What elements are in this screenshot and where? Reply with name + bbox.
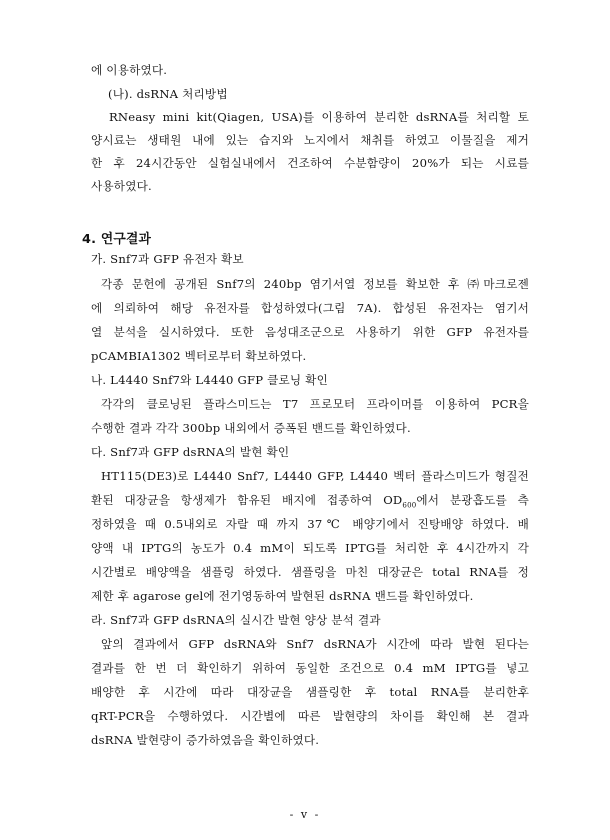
section-heading: 4. 연구결과 (82, 232, 152, 247)
text-line (91, 492, 529, 509)
text-line: 에 이용하였다. (91, 63, 168, 77)
text-line: 양액 내 IPTG의 농도가 0.4 mM이 되도록 IPTG를 처리한 후 4시간까지 각 (91, 541, 529, 555)
subsection-heading: 나. L4440 Snf7와 L4440 GFP 클로닝 확인 (91, 373, 328, 387)
subscript: 600 (402, 501, 417, 510)
subsection-heading: 다. Snf7과 GFP dsRNA의 발현 확인 (91, 445, 290, 459)
subsection-heading: 라. Snf7과 GFP dsRNA의 실시간 발현 양상 분석 결과 (91, 613, 381, 627)
text-line: pCAMBIA1302 벡터로부터 확보하였다. (91, 349, 307, 363)
text-line: 각각의 클로닝된 플라스미드는 T7 프로모터 프라이머를 이용하여 PCR을 (101, 397, 529, 411)
text-line: 열 분석을 실시하였다. 또한 음성대조군으로 사용하기 위한 GFP 유전자를 (91, 325, 529, 339)
subsection-heading: 가. Snf7과 GFP 유전자 확보 (91, 252, 244, 266)
text-line: 제한 후 agarose gel에 전기영동하여 발현된 dsRNA 밴드를 확인하였다. (91, 589, 474, 603)
text-segment: 환된 대장균을 항생제가 함유된 배지에 접종하여 OD (91, 493, 403, 507)
text-line: qRT-PCR을 수행하였다. 시간별에 따른 발현량의 차이를 확인해 본 결과 (91, 709, 529, 723)
text-line: 사용하였다. (91, 179, 152, 193)
text-line: 결과를 한 번 더 확인하기 위하여 동일한 조건으로 0.4 mM IPTG를 넣고 (91, 661, 529, 675)
text-line: dsRNA 발현량이 증가하였음을 확인하였다. (91, 733, 320, 747)
page-number: - v - (289, 808, 321, 821)
text-line: HT115(DE3)로 L4440 Snf7, L4440 GFP, L4440 벡터 플라스미드가 형질전 (101, 469, 529, 483)
text-segment: 에서 분광흡도를 측 (416, 493, 529, 507)
text-line: 각종 문헌에 공개된 Snf7의 240bp 염기서열 정보를 확보한 후 ㈜마크로젠 (101, 277, 529, 291)
subsection-heading: (나). dsRNA 처리방법 (108, 87, 228, 101)
text-line: 정하였을 때 0.5내외로 자랄 때 까지 37℃ 배양기에서 진탕배양 하였다. 배 (91, 517, 529, 531)
text-line: 양시료는 생태원 내에 있는 습지와 노지에서 채취를 하였고 이물질을 제거 (91, 133, 529, 147)
text-line: 앞의 결과에서 GFP dsRNA와 Snf7 dsRNA가 시간에 따라 발현 된다는 (101, 637, 529, 651)
text-line: 수행한 결과 각각 300bp 내외에서 증폭된 밴드를 확인하였다. (91, 421, 411, 435)
text-line: RNeasy mini kit(Qiagen, USA)를 이용하여 분리한 dsRNA를 처리할 토 (109, 110, 529, 124)
text-line: 에 의뢰하여 해당 유전자를 합성하였다(그림 7A). 합성된 유전자는 염기서 (91, 301, 529, 315)
text-line: 한 후 24시간동안 실험실내에서 건조하여 수분함량이 20%가 되는 시료를 (91, 156, 529, 170)
text-line: 배양한 후 시간에 따라 대장균을 샘플링한 후 total RNA를 분리한후 (91, 685, 529, 699)
text-line: 시간별로 배양액을 샘플링 하였다. 샘플링을 마친 대장균은 total RNA를 정 (91, 565, 529, 579)
